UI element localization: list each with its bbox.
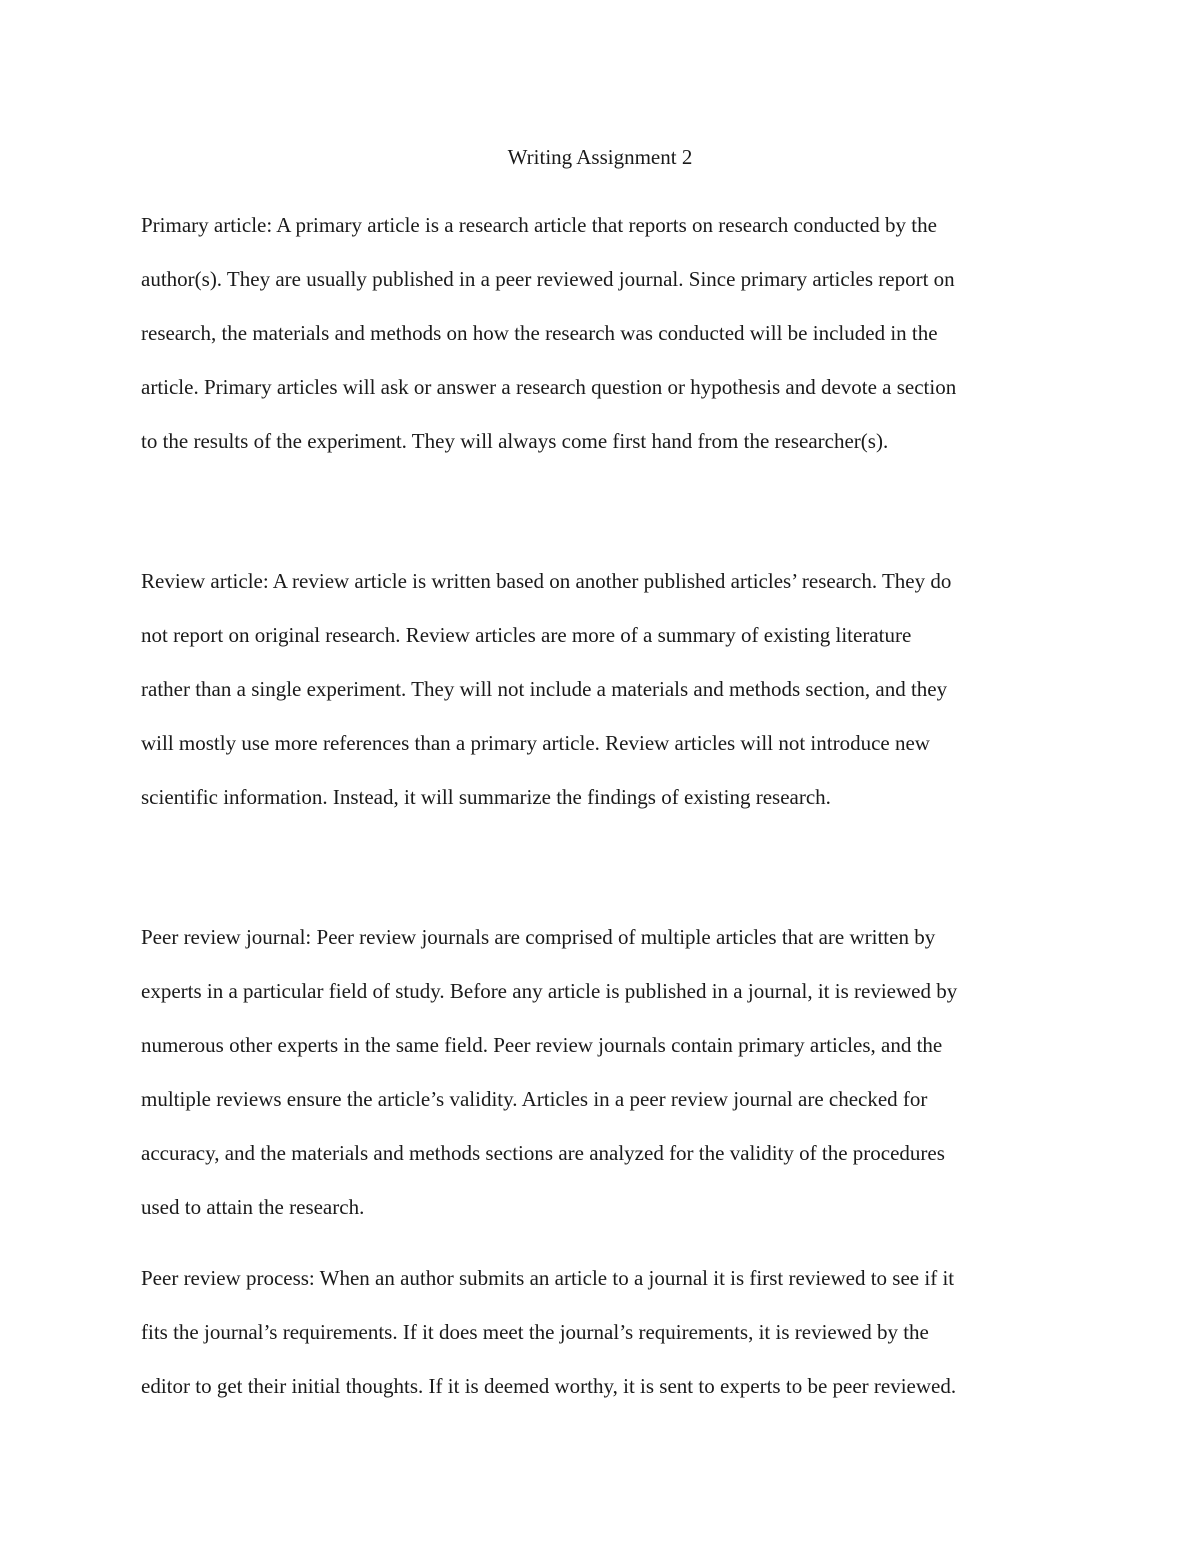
text-line: will mostly use more references than a primary article. Review articles will not introduce new — [141, 731, 930, 755]
text-line: not report on original research. Review articles are more of a summary of existing literature — [141, 623, 912, 647]
text-line: used to attain the research. — [141, 1195, 365, 1219]
text-line: rather than a single experiment. They will not include a materials and methods section, and they — [141, 677, 948, 701]
text-line: numerous other experts in the same field. Peer review journals contain primary articles, and the — [141, 1033, 943, 1057]
text-line: article. Primary articles will ask or answer a research question or hypothesis and devote a section — [141, 375, 957, 399]
text-line: experts in a particular field of study. Before any article is published in a journal, it is reviewed by — [141, 979, 958, 1003]
text-line: Primary article: A primary article is a research article that reports on research conducted by the — [141, 213, 937, 237]
text-line: Peer review process: When an author submits an article to a journal it is first reviewed to see if it — [141, 1266, 955, 1290]
text-line: fits the journal’s requirements. If it does meet the journal’s requirements, it is reviewed by the — [141, 1320, 929, 1344]
document-title: Writing Assignment 2 — [507, 145, 693, 169]
text-line: Review article: A review article is written based on another published articles’ research. They do — [141, 569, 952, 593]
text-line: Peer review journal: Peer review journals are comprised of multiple articles that are written by — [141, 925, 936, 949]
text-line: scientific information. Instead, it will summarize the findings of existing research. — [141, 785, 831, 809]
text-line: research, the materials and methods on how the research was conducted will be included in the — [141, 321, 938, 345]
text-line: to the results of the experiment. They will always come first hand from the researcher(s). — [141, 429, 889, 453]
text-line: author(s). They are usually published in a peer reviewed journal. Since primary articles report on — [141, 267, 955, 291]
text-line: editor to get their initial thoughts. If it is deemed worthy, it is sent to experts to be peer reviewed. — [141, 1374, 957, 1398]
text-line: multiple reviews ensure the article’s validity. Articles in a peer review journal are checked for — [141, 1087, 928, 1111]
text-line: accuracy, and the materials and methods sections are analyzed for the validity of the procedures — [141, 1141, 945, 1165]
